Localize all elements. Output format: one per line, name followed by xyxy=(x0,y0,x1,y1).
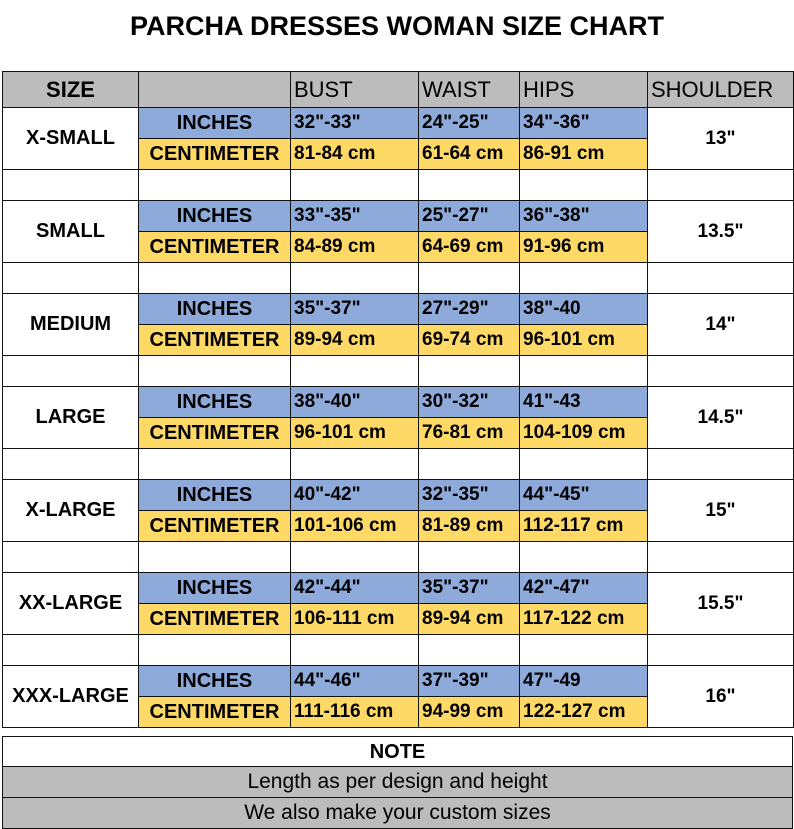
size-row-inches xyxy=(3,387,794,418)
spacer-cell xyxy=(291,356,419,387)
hips-cm: 96-101 cm xyxy=(520,325,648,356)
header-hips: HIPS xyxy=(520,72,648,108)
bust-inches: 32"-33" xyxy=(291,108,419,139)
spacer-cell xyxy=(520,170,648,201)
size-name: XX-LARGE xyxy=(3,573,139,635)
waist-inches: 24"-25" xyxy=(419,108,520,139)
spacer-cell xyxy=(3,356,139,387)
size-name: LARGE xyxy=(3,387,139,449)
spacer-cell xyxy=(291,263,419,294)
size-row-inches xyxy=(3,108,794,139)
unit-label-centimeter: CENTIMETER xyxy=(139,139,291,170)
spacer-cell xyxy=(3,449,139,480)
bust-inches: 35"-37" xyxy=(291,294,419,325)
size-row-inches xyxy=(3,201,794,232)
note-line-custom: We also make your custom sizes xyxy=(2,798,793,829)
shoulder-value: 15.5" xyxy=(648,573,794,635)
spacer-row xyxy=(3,263,794,294)
unit-label-inches: INCHES xyxy=(139,387,291,418)
size-row-inches xyxy=(3,666,794,697)
spacer-cell xyxy=(3,542,139,573)
spacer-cell xyxy=(419,263,520,294)
unit-label-inches: INCHES xyxy=(139,480,291,511)
hips-cm: 122-127 cm xyxy=(520,697,648,728)
unit-label-inches: INCHES xyxy=(139,201,291,232)
note-heading: NOTE xyxy=(2,736,793,767)
unit-label-centimeter: CENTIMETER xyxy=(139,232,291,263)
shoulder-value: 16" xyxy=(648,666,794,728)
unit-label-centimeter: CENTIMETER xyxy=(139,697,291,728)
notes-section xyxy=(2,736,793,829)
bust-inches: 44"-46" xyxy=(291,666,419,697)
spacer-row xyxy=(3,542,794,573)
shoulder-value: 15" xyxy=(648,480,794,542)
waist-inches: 35"-37" xyxy=(419,573,520,604)
spacer-cell xyxy=(139,449,291,480)
waist-inches: 32"-35" xyxy=(419,480,520,511)
spacer-cell xyxy=(139,356,291,387)
waist-inches: 37"-39" xyxy=(419,666,520,697)
spacer-cell xyxy=(648,356,794,387)
hips-inches: 34"-36" xyxy=(520,108,648,139)
header-shoulder: SHOULDER xyxy=(648,72,794,108)
note-line-length: Length as per design and height xyxy=(2,767,793,798)
spacer-cell xyxy=(419,449,520,480)
header-size: SIZE xyxy=(3,72,139,108)
spacer-cell xyxy=(291,449,419,480)
bust-cm: 106-111 cm xyxy=(291,604,419,635)
hips-inches: 42"-47" xyxy=(520,573,648,604)
bust-cm: 81-84 cm xyxy=(291,139,419,170)
unit-label-inches: INCHES xyxy=(139,294,291,325)
bust-cm: 101-106 cm xyxy=(291,511,419,542)
size-row-inches xyxy=(3,573,794,604)
spacer-cell xyxy=(520,356,648,387)
spacer-row xyxy=(3,449,794,480)
unit-label-inches: INCHES xyxy=(139,108,291,139)
size-name: X-SMALL xyxy=(3,108,139,170)
hips-inches: 36"-38" xyxy=(520,201,648,232)
size-name: SMALL xyxy=(3,201,139,263)
unit-label-centimeter: CENTIMETER xyxy=(139,325,291,356)
waist-cm: 61-64 cm xyxy=(419,139,520,170)
spacer-cell xyxy=(520,635,648,666)
spacer-cell xyxy=(648,170,794,201)
waist-cm: 94-99 cm xyxy=(419,697,520,728)
spacer-cell xyxy=(139,263,291,294)
size-chart-table xyxy=(2,71,794,728)
hips-cm: 117-122 cm xyxy=(520,604,648,635)
spacer-cell xyxy=(648,542,794,573)
bust-cm: 89-94 cm xyxy=(291,325,419,356)
size-name: MEDIUM xyxy=(3,294,139,356)
shoulder-value: 13" xyxy=(648,108,794,170)
header-row xyxy=(3,72,794,108)
spacer-cell xyxy=(520,263,648,294)
waist-cm: 81-89 cm xyxy=(419,511,520,542)
shoulder-value: 14" xyxy=(648,294,794,356)
unit-label-inches: INCHES xyxy=(139,666,291,697)
bust-cm: 96-101 cm xyxy=(291,418,419,449)
size-name: XXX-LARGE xyxy=(3,666,139,728)
waist-cm: 89-94 cm xyxy=(419,604,520,635)
unit-label-centimeter: CENTIMETER xyxy=(139,604,291,635)
size-row-inches xyxy=(3,294,794,325)
hips-inches: 47"-49 xyxy=(520,666,648,697)
waist-cm: 69-74 cm xyxy=(419,325,520,356)
spacer-cell xyxy=(648,263,794,294)
spacer-cell xyxy=(520,449,648,480)
spacer-row xyxy=(3,635,794,666)
spacer-cell xyxy=(139,542,291,573)
shoulder-value: 13.5" xyxy=(648,201,794,263)
size-name: X-LARGE xyxy=(3,480,139,542)
spacer-cell xyxy=(3,170,139,201)
unit-label-inches: INCHES xyxy=(139,573,291,604)
unit-label-centimeter: CENTIMETER xyxy=(139,511,291,542)
spacer-cell xyxy=(419,542,520,573)
waist-inches: 30"-32" xyxy=(419,387,520,418)
spacer-row xyxy=(3,356,794,387)
bust-inches: 33"-35" xyxy=(291,201,419,232)
spacer-cell xyxy=(419,635,520,666)
spacer-cell xyxy=(3,635,139,666)
hips-cm: 86-91 cm xyxy=(520,139,648,170)
spacer-cell xyxy=(291,542,419,573)
hips-inches: 44"-45" xyxy=(520,480,648,511)
hips-inches: 41"-43 xyxy=(520,387,648,418)
bust-cm: 84-89 cm xyxy=(291,232,419,263)
unit-label-centimeter: CENTIMETER xyxy=(139,418,291,449)
waist-inches: 25"-27" xyxy=(419,201,520,232)
hips-cm: 112-117 cm xyxy=(520,511,648,542)
header-bust: BUST xyxy=(291,72,419,108)
header-unit xyxy=(139,72,291,108)
bust-inches: 42"-44" xyxy=(291,573,419,604)
spacer-cell xyxy=(291,635,419,666)
waist-inches: 27"-29" xyxy=(419,294,520,325)
header-waist: WAIST xyxy=(419,72,520,108)
spacer-row xyxy=(3,170,794,201)
spacer-cell xyxy=(648,635,794,666)
bust-inches: 40"-42" xyxy=(291,480,419,511)
spacer-cell xyxy=(139,170,291,201)
bust-cm: 111-116 cm xyxy=(291,697,419,728)
spacer-cell xyxy=(648,449,794,480)
spacer-cell xyxy=(291,170,419,201)
hips-inches: 38"-40 xyxy=(520,294,648,325)
shoulder-value: 14.5" xyxy=(648,387,794,449)
waist-cm: 64-69 cm xyxy=(419,232,520,263)
spacer-cell xyxy=(419,356,520,387)
hips-cm: 91-96 cm xyxy=(520,232,648,263)
size-row-inches xyxy=(3,480,794,511)
spacer-cell xyxy=(139,635,291,666)
hips-cm: 104-109 cm xyxy=(520,418,648,449)
spacer-cell xyxy=(3,263,139,294)
spacer-cell xyxy=(520,542,648,573)
page-title: PARCHA DRESSES WOMAN SIZE CHART xyxy=(129,11,664,41)
bust-inches: 38"-40" xyxy=(291,387,419,418)
spacer-cell xyxy=(419,170,520,201)
waist-cm: 76-81 cm xyxy=(419,418,520,449)
